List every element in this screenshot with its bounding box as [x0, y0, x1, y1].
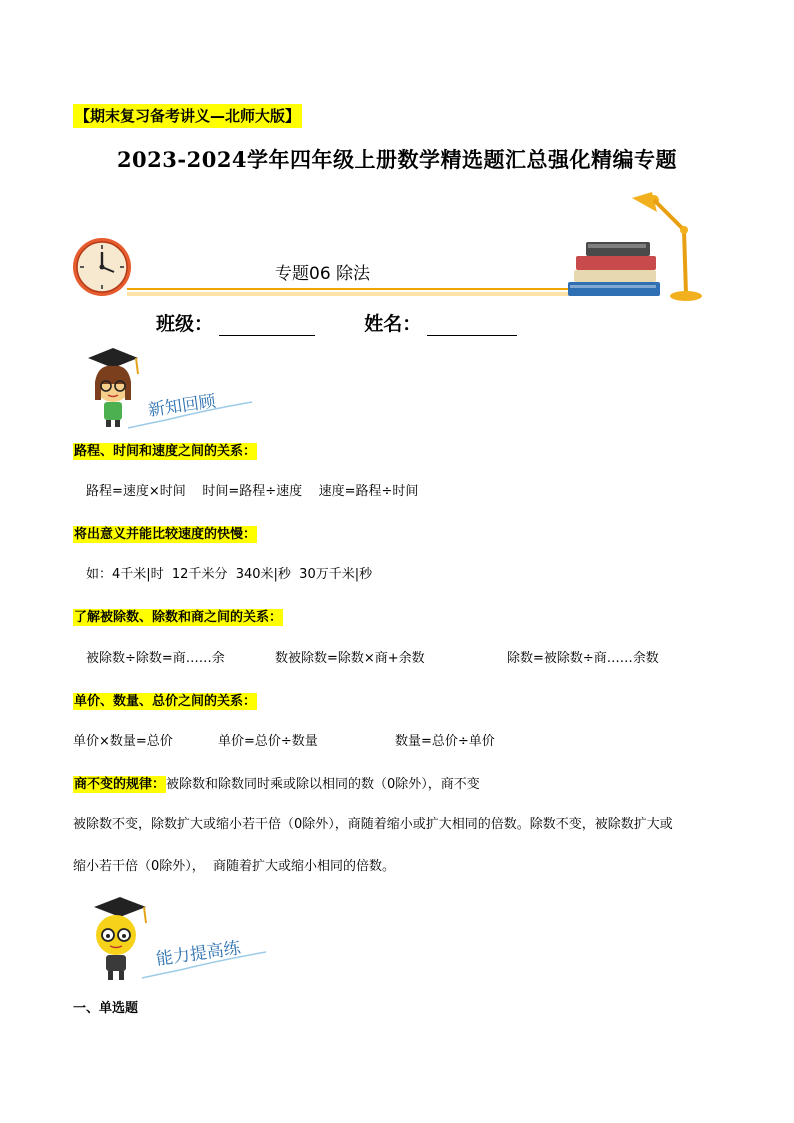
formula-quantity: 数量=总价÷单价 — [395, 734, 495, 749]
quotient-change-rule-line1: 被除数不变，除数扩大或缩小若干倍（0除外），商随着缩小或扩大相同的倍数。除数不变，被除数扩大或 — [73, 817, 673, 832]
invariant-quotient-rule: 被除数和除数同时乘或除以相同的数（0除外），商不变 — [166, 777, 480, 792]
banner-swoosh-2 — [140, 950, 270, 980]
topic-divider — [127, 288, 577, 290]
page-title: 2023-2024学年四年级上册数学精选题汇总强化精编专题 — [116, 147, 678, 172]
heading-price-quantity: 单价、数量、总价之间的关系： — [74, 694, 257, 709]
ability-practice-banner: 能力提高练 — [154, 938, 242, 970]
name-blank[interactable] — [427, 319, 517, 336]
formula-total-price: 单价×数量=总价 — [73, 734, 173, 749]
section-single-choice: 一、单选题 — [73, 1001, 139, 1016]
name-label: 姓名： — [364, 313, 422, 335]
banner-swoosh — [126, 400, 256, 430]
books-lamp-icon — [562, 186, 712, 306]
formula-quotient: 被除数÷除数=商……余 — [86, 651, 225, 666]
quotient-change-rule-line2: 缩小若干倍（0除外）， 商随着扩大或缩小相同的倍数。 — [73, 859, 396, 874]
student-info-line — [156, 309, 517, 336]
topic-title: 专题06 除法 — [275, 264, 371, 284]
speed-examples: 如：4千米|时 12千米分 340米|秒 30万千米|秒 — [86, 567, 373, 582]
knowledge-review-banner: 新知回顾 — [146, 391, 218, 421]
formula-dividend: 数被除数=除数×商+余数 — [275, 651, 425, 666]
heading-distance-time-speed: 路程、时间和速度之间的关系： — [74, 444, 257, 459]
class-label: 班级： — [156, 313, 214, 335]
topic-divider-shadow — [127, 292, 577, 296]
class-blank[interactable] — [219, 319, 315, 336]
heading-division-relations: 了解被除数、除数和商之间的关系： — [74, 610, 283, 625]
formula-distance-time-speed: 路程=速度×时间 时间=路程÷速度 速度=路程÷时间 — [86, 484, 419, 499]
formula-divisor: 除数=被除数÷商……余数 — [507, 651, 659, 666]
series-tag: 【期末复习备考讲义—北师大版】 — [73, 104, 302, 128]
clock-icon — [70, 236, 136, 300]
formula-unit-price: 单价=总价÷数量 — [218, 734, 318, 749]
heading-speed-meaning: 将出意义并能比较速度的快慢： — [74, 527, 257, 542]
heading-invariant-quotient: 商不变的规律： — [74, 777, 166, 792]
